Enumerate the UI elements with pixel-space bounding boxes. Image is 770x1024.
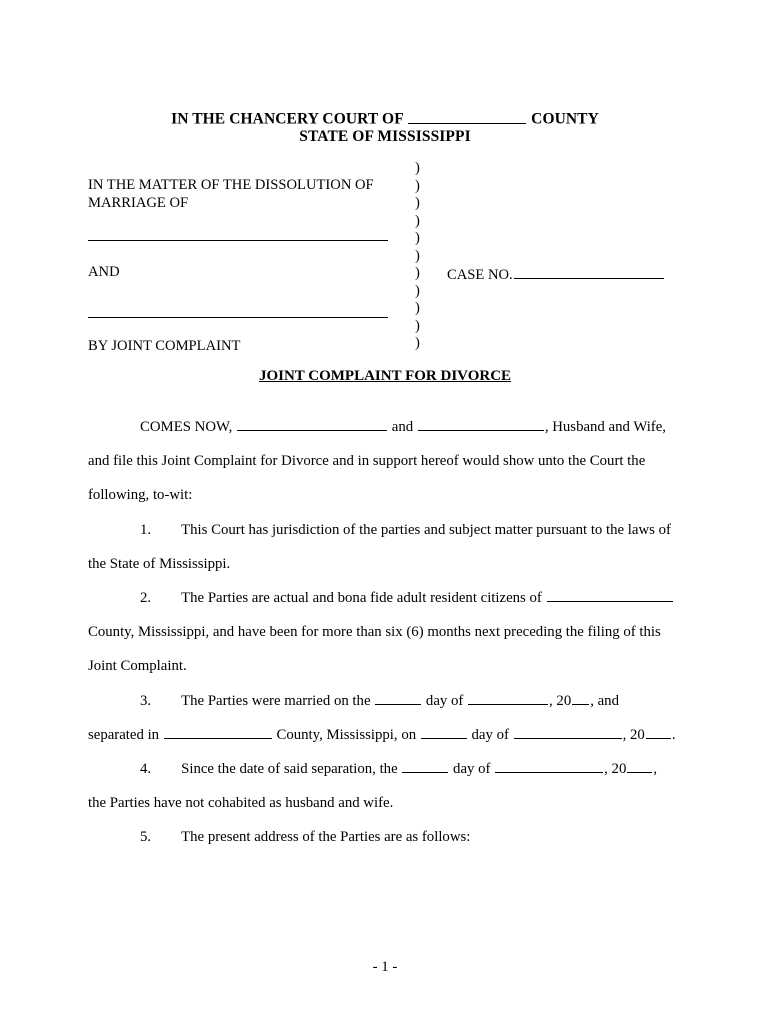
- court-heading-line1-after: COUNTY: [527, 110, 599, 128]
- court-heading-line1-before: IN THE CHANCERY COURT OF: [171, 110, 408, 128]
- paragraph-5: [88, 820, 678, 854]
- paragraph-3-seg2: day of: [422, 692, 468, 709]
- paragraph-2-seg1: The Parties are actual and bona fide adult resident citizens of: [181, 590, 546, 607]
- paragraph-3-seg8: .: [671, 726, 676, 743]
- document-title: [0, 367, 770, 385]
- paragraph-comes-now: [88, 410, 678, 513]
- paragraph-4-number: 4.: [140, 761, 152, 778]
- post-separation-day-blank-field[interactable]: [402, 758, 448, 773]
- wife-name-blank-field[interactable]: [418, 416, 544, 431]
- paragraph-3-number: 3.: [140, 692, 152, 709]
- case-number-field: [447, 264, 665, 284]
- caption-matter-line1: IN THE MATTER OF THE DISSOLUTION OF: [88, 177, 374, 193]
- caption-paren-glyph: ): [415, 300, 420, 316]
- party-two-name-rule[interactable]: [88, 317, 388, 318]
- paragraph-3-seg7: , 20: [622, 726, 645, 743]
- post-separation-year-blank-field[interactable]: [627, 758, 652, 773]
- marriage-year-blank-field[interactable]: [572, 690, 589, 705]
- court-heading: [0, 108, 770, 145]
- document-body: [88, 410, 678, 855]
- husband-name-blank-field[interactable]: [237, 416, 387, 431]
- paragraph-5-number: 5.: [140, 829, 152, 846]
- court-heading-line2: STATE OF MISSISSIPPI: [299, 127, 471, 145]
- paragraph-1-text: This Court has jurisdiction of the parties and subject matter pursuant to the laws of the State of Mississippi.: [88, 521, 671, 572]
- document-title-text: JOINT COMPLAINT FOR DIVORCE: [258, 368, 512, 384]
- page-footer: [0, 958, 770, 976]
- separation-month-blank-field[interactable]: [514, 724, 622, 739]
- separation-county-blank-field[interactable]: [164, 724, 272, 739]
- caption-paren-glyph: ): [415, 160, 420, 176]
- party-one-name-rule[interactable]: [88, 240, 388, 241]
- paragraph-4-seg4: , the Parties have not cohabited as husband and wife.: [88, 761, 658, 812]
- caption-paren-glyph: ): [415, 282, 420, 299]
- paragraph-2: [88, 581, 678, 684]
- caption-matter-line2: MARRIAGE OF: [88, 194, 189, 211]
- paragraph-3-seg6: day of: [467, 726, 513, 743]
- caption-paren-glyph: ): [415, 335, 420, 351]
- page-number: - 1 -: [372, 959, 398, 975]
- case-number-blank-field[interactable]: [514, 264, 664, 279]
- post-separation-month-blank-field[interactable]: [495, 758, 603, 773]
- caption-paren-glyph: ): [415, 230, 420, 246]
- caption-block: [88, 160, 682, 365]
- marriage-month-blank-field[interactable]: [468, 690, 548, 705]
- paragraph-2-number: 2.: [140, 590, 152, 607]
- paragraph-2-seg2: County, Mississippi, and have been for more than six (6) months next preceding the filing of this Joint Complaint.: [88, 624, 661, 675]
- separation-year-blank-field[interactable]: [646, 724, 671, 739]
- paragraph-1-number: 1.: [140, 521, 152, 538]
- caption-and-label: AND: [88, 264, 120, 280]
- county-blank-field[interactable]: [408, 108, 526, 124]
- paragraph-3: [88, 684, 678, 752]
- caption-paren-glyph: ): [415, 265, 420, 281]
- caption-paren-glyph: ): [415, 177, 420, 194]
- caption-matter-label: [88, 177, 374, 212]
- comes-now-seg3: , Husband and Wife, and file this Joint Complaint for Divorce and in support hereof would show unto the Court the following, to-wit:: [88, 419, 667, 504]
- caption-joint-complaint-label: BY JOINT COMPLAINT: [88, 338, 241, 354]
- separation-day-blank-field[interactable]: [421, 724, 467, 739]
- paragraph-3-seg1: The Parties were married on the: [181, 692, 375, 709]
- paragraph-4-seg2: day of: [449, 761, 495, 778]
- caption-paren-glyph: ): [415, 247, 420, 264]
- paragraph-4-seg3: , 20: [604, 761, 627, 778]
- marriage-day-blank-field[interactable]: [375, 690, 421, 705]
- case-number-label: CASE NO.: [447, 266, 513, 283]
- residence-county-blank-field[interactable]: [547, 587, 673, 602]
- paragraph-3-seg3: , 20: [549, 692, 572, 709]
- caption-paren-glyph: ): [415, 195, 420, 211]
- paragraph-1: [88, 513, 678, 581]
- paragraph-5-text: The present address of the Parties are as follows:: [181, 829, 471, 846]
- comes-now-seg2: and: [388, 419, 417, 435]
- caption-paren-glyph: ): [415, 212, 420, 229]
- paragraph-4: [88, 752, 678, 820]
- paragraph-3-seg4: , and separated in: [88, 692, 619, 743]
- comes-now-seg1: COMES NOW,: [140, 419, 237, 435]
- paragraph-3-seg5: County, Mississippi, on: [272, 726, 420, 743]
- caption-paren-column: [415, 160, 435, 353]
- caption-paren-glyph: ): [415, 317, 420, 334]
- paragraph-4-seg1: Since the date of said separation, the: [181, 761, 402, 778]
